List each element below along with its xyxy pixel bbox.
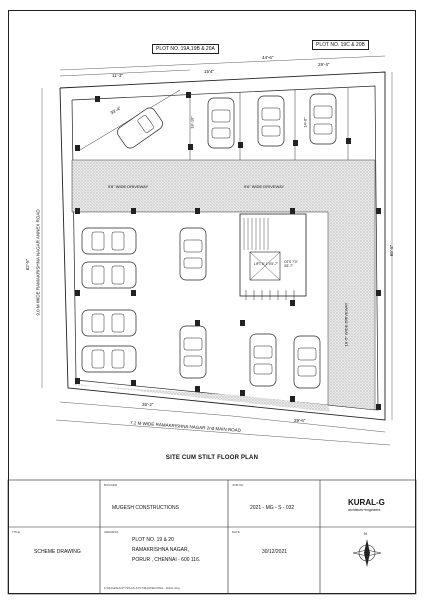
road-label-left: 9.0 M WIDE RAMAKRISHNA NAGAR ANNEX ROAD (35, 209, 41, 316)
plot-label-right: PLOT NO. 19C & 20B (312, 40, 369, 50)
dim-right-height: 69'-5" (389, 244, 395, 257)
stair-lift-core (240, 214, 306, 300)
dim-small-2: 14'-6" (302, 117, 308, 128)
plot-label-left: PLOT NO. 19A,19B & 20A (152, 44, 219, 54)
dim-top-right: 29'-4" (318, 62, 330, 67)
driveway-label-1: 9'6" WIDE DRIVEWAY (108, 184, 149, 189)
job-label: JOB NO (232, 483, 244, 487)
ots-label: OTS 7'0" X5'-7" (284, 260, 298, 268)
builder-label: BUILDER (104, 483, 118, 487)
plan-title: SITE CUM STILT FLOOR PLAN (165, 455, 259, 461)
builder-name: MUGESH CONSTRUCTIONS (112, 505, 179, 511)
date-label: DATE (232, 530, 240, 534)
driveway-label-right: 10'-5" WIDE DRIVEWAY (343, 302, 349, 347)
address-line-1: PLOT NO. 19 & 20 (132, 537, 174, 543)
car-top-3 (310, 94, 336, 144)
car-top-2 (258, 96, 284, 146)
job-number: 2021 - MG - S - 032 (250, 505, 295, 511)
drawing-date: 30/12/2021 (262, 549, 288, 555)
dim-top-total: 44'-6" (262, 55, 274, 60)
dim-bottom-left: 35'-2" (142, 402, 154, 407)
car-top-diagonal (115, 106, 165, 151)
address-line-2: RAMAKRISHNA NAGAR, (132, 547, 189, 553)
dim-small-1: 18'-10" (189, 116, 195, 129)
dim-bottom-right: 29'-6" (294, 418, 306, 423)
north-label: N (364, 531, 367, 536)
road-label-bottom: 7.2 M WIDE RAMAKRISHNA NAGAR 2nd MAIN ROAD (129, 420, 242, 433)
driveway-label-2: 9'6" WIDE DRIVEWAY (244, 184, 285, 189)
north-arrow-icon (350, 536, 384, 570)
file-path: F:\MUGESH\CITY\PLAN-STILT\MASTER-DWG - FINAL.dwg (104, 586, 180, 590)
drawing-title: SCHEME DRAWING (34, 549, 81, 555)
firm-name: KURAL-G (348, 498, 385, 507)
title-label: TITLE (12, 530, 21, 534)
address-label: ADDRESS (104, 530, 119, 534)
firm-subtitle: architects+engineers (348, 508, 381, 512)
dim-top-left-small: 11'-3" (112, 73, 124, 78)
dim-left-height: 62'-5" (25, 258, 31, 271)
left-parking-cars (82, 228, 136, 372)
dim-diagonal: 33'-4" (109, 105, 122, 116)
dim-top-mid: 15'4" (204, 69, 214, 74)
address-line-3: PORUR , CHENNAI - 600 116. (132, 557, 201, 563)
lift-label: LIFT 5'-1"X5'-7" (253, 262, 279, 266)
car-top-1 (208, 98, 234, 148)
